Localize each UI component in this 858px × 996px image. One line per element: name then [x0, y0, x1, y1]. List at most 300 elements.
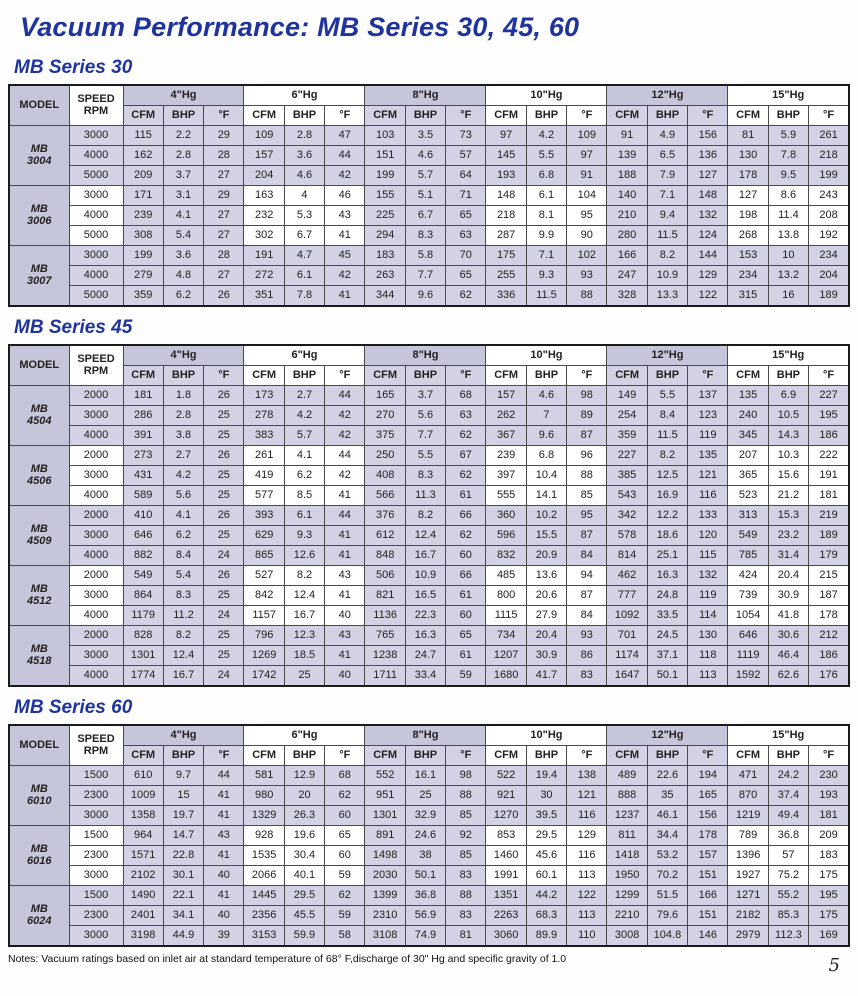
model-name-cell: [9, 626, 69, 687]
data-cell: 3.6: [163, 246, 203, 266]
data-cell: 848: [365, 546, 405, 566]
data-cell: 864: [123, 586, 163, 606]
sub-column-header: BHP: [405, 366, 445, 386]
data-cell: 119: [688, 586, 728, 606]
data-cell: 272: [244, 266, 284, 286]
sub-column-header: BHP: [163, 366, 203, 386]
data-cell: 30.9: [768, 586, 808, 606]
data-cell: 3.1: [163, 186, 203, 206]
data-cell: 336: [486, 286, 526, 307]
data-cell: 6.9: [768, 386, 808, 406]
speed-cell: 4000: [69, 486, 123, 506]
data-cell: 3.6: [284, 146, 324, 166]
data-cell: 132: [688, 206, 728, 226]
data-cell: 207: [728, 446, 768, 466]
data-cell: 15: [163, 786, 203, 806]
data-cell: 62: [446, 526, 486, 546]
data-cell: 25: [204, 526, 244, 546]
data-cell: 40: [204, 866, 244, 886]
data-cell: 28: [204, 246, 244, 266]
data-cell: 88: [567, 466, 607, 486]
data-cell: 29.5: [526, 826, 566, 846]
data-cell: 1219: [728, 806, 768, 826]
data-cell: 2.8: [163, 406, 203, 426]
data-cell: 410: [123, 506, 163, 526]
data-cell: 980: [244, 786, 284, 806]
sub-column-header: CFM: [244, 106, 284, 126]
performance-table: [8, 724, 850, 947]
data-cell: 29: [204, 126, 244, 146]
data-cell: 192: [809, 226, 849, 246]
data-cell: 62: [446, 426, 486, 446]
data-cell: 12.6: [284, 546, 324, 566]
data-cell: 27: [204, 166, 244, 186]
speed-cell: 2000: [69, 626, 123, 646]
data-cell: 19.4: [526, 766, 566, 786]
data-cell: 9.3: [284, 526, 324, 546]
data-cell: 1092: [607, 606, 647, 626]
data-cell: 250: [365, 446, 405, 466]
data-cell: 42: [325, 266, 365, 286]
table-row: [9, 266, 849, 286]
sub-column-header: °F: [325, 106, 365, 126]
data-cell: 2182: [728, 906, 768, 926]
data-cell: 53.2: [647, 846, 687, 866]
data-cell: 10.4: [526, 466, 566, 486]
data-cell: 30.6: [768, 626, 808, 646]
data-cell: 11.5: [647, 226, 687, 246]
table-row: [9, 566, 849, 586]
data-cell: 5.5: [405, 446, 445, 466]
speed-cell: 3000: [69, 466, 123, 486]
speed-cell: 4000: [69, 206, 123, 226]
data-cell: 1358: [123, 806, 163, 826]
data-cell: 145: [486, 146, 526, 166]
data-cell: 208: [809, 206, 849, 226]
data-cell: 25: [405, 786, 445, 806]
data-cell: 45.6: [526, 846, 566, 866]
data-cell: 286: [123, 406, 163, 426]
data-cell: 263: [365, 266, 405, 286]
data-cell: 83: [446, 866, 486, 886]
data-cell: 8.4: [163, 546, 203, 566]
data-cell: 701: [607, 626, 647, 646]
model-column-header: MODEL: [9, 725, 69, 766]
data-cell: 135: [728, 386, 768, 406]
table-row: [9, 926, 849, 947]
data-cell: 41.7: [526, 666, 566, 687]
data-cell: 1009: [123, 786, 163, 806]
data-cell: 365: [728, 466, 768, 486]
data-cell: 151: [688, 866, 728, 886]
data-cell: 62: [446, 286, 486, 307]
data-cell: 6.1: [526, 186, 566, 206]
data-cell: 578: [607, 526, 647, 546]
data-cell: 22.6: [647, 766, 687, 786]
data-cell: 2.2: [163, 126, 203, 146]
data-cell: 8.2: [647, 246, 687, 266]
data-cell: 408: [365, 466, 405, 486]
speed-column-header: [69, 85, 123, 126]
data-cell: 8.6: [768, 186, 808, 206]
data-cell: 102: [567, 246, 607, 266]
pressure-group-header: 4"Hg: [123, 345, 244, 366]
model-name-line1: MB: [30, 402, 48, 415]
speed-cell: 3000: [69, 526, 123, 546]
data-cell: 7.1: [647, 186, 687, 206]
data-cell: 921: [486, 786, 526, 806]
speed-cell: 1500: [69, 886, 123, 906]
speed-header-line1: SPEED: [77, 732, 115, 745]
model-name-line1: MB: [30, 782, 48, 795]
data-cell: 89: [567, 406, 607, 426]
sub-column-header: °F: [688, 106, 728, 126]
data-cell: 151: [688, 906, 728, 926]
data-cell: 140: [607, 186, 647, 206]
data-cell: 15.6: [768, 466, 808, 486]
data-cell: 5.4: [163, 226, 203, 246]
data-cell: 40: [204, 906, 244, 926]
speed-cell: 3000: [69, 126, 123, 146]
table-row: [9, 226, 849, 246]
data-cell: 397: [486, 466, 526, 486]
data-cell: 121: [688, 466, 728, 486]
data-cell: 1950: [607, 866, 647, 886]
sub-column-header: °F: [567, 106, 607, 126]
speed-cell: 4000: [69, 546, 123, 566]
data-cell: 359: [607, 426, 647, 446]
model-name-line1: MB: [30, 262, 48, 275]
data-cell: 20.9: [526, 546, 566, 566]
data-cell: 33.4: [405, 666, 445, 687]
data-cell: 344: [365, 286, 405, 307]
data-cell: 30.9: [526, 646, 566, 666]
data-cell: 144: [688, 246, 728, 266]
model-name-line2: 6016: [27, 854, 52, 867]
table-row: [9, 666, 849, 687]
pressure-group-header: 8"Hg: [365, 725, 486, 746]
data-cell: 5.3: [284, 206, 324, 226]
data-cell: 114: [688, 606, 728, 626]
data-cell: 2210: [607, 906, 647, 926]
data-cell: 7.7: [405, 266, 445, 286]
sub-column-header: BHP: [526, 106, 566, 126]
table-row: [9, 506, 849, 526]
data-cell: 210: [607, 206, 647, 226]
model-name-line1: MB: [30, 902, 48, 915]
data-cell: 424: [728, 566, 768, 586]
data-cell: 98: [567, 386, 607, 406]
data-cell: 138: [567, 766, 607, 786]
data-cell: 146: [688, 926, 728, 947]
sub-column-header: CFM: [486, 746, 526, 766]
data-cell: 234: [809, 246, 849, 266]
data-cell: 16.3: [405, 626, 445, 646]
data-cell: 1490: [123, 886, 163, 906]
data-cell: 7.8: [768, 146, 808, 166]
data-cell: 5.8: [405, 246, 445, 266]
data-cell: 1711: [365, 666, 405, 687]
sub-column-header: BHP: [526, 366, 566, 386]
data-cell: 41.8: [768, 606, 808, 626]
sub-column-header: BHP: [526, 746, 566, 766]
data-cell: 8.5: [284, 486, 324, 506]
data-cell: 1647: [607, 666, 647, 687]
pressure-group-header: 8"Hg: [365, 85, 486, 106]
data-cell: 89.9: [526, 926, 566, 947]
model-name-line1: MB: [30, 642, 48, 655]
data-cell: 179: [809, 546, 849, 566]
data-cell: 1399: [365, 886, 405, 906]
data-cell: 94: [567, 566, 607, 586]
data-cell: 7: [526, 406, 566, 426]
model-name-cell: [9, 506, 69, 566]
data-cell: 157: [244, 146, 284, 166]
data-cell: 151: [365, 146, 405, 166]
sub-column-header: BHP: [647, 366, 687, 386]
data-cell: 1119: [728, 646, 768, 666]
data-cell: 1237: [607, 806, 647, 826]
data-cell: 489: [607, 766, 647, 786]
data-cell: 385: [607, 466, 647, 486]
data-cell: 148: [486, 186, 526, 206]
data-cell: 12.5: [647, 466, 687, 486]
data-cell: 2310: [365, 906, 405, 926]
data-cell: 41: [204, 786, 244, 806]
data-cell: 41: [325, 586, 365, 606]
speed-cell: 1500: [69, 766, 123, 786]
pressure-group-header: 6"Hg: [244, 345, 365, 366]
data-cell: 5.5: [526, 146, 566, 166]
data-cell: 581: [244, 766, 284, 786]
speed-cell: 3000: [69, 866, 123, 886]
data-cell: 59.9: [284, 926, 324, 947]
data-cell: 9.6: [526, 426, 566, 446]
data-cell: 2102: [123, 866, 163, 886]
data-cell: 243: [809, 186, 849, 206]
model-name-cell: [9, 566, 69, 626]
data-cell: 157: [486, 386, 526, 406]
pressure-group-header: 8"Hg: [365, 345, 486, 366]
data-cell: 431: [123, 466, 163, 486]
data-cell: 8.2: [647, 446, 687, 466]
speed-cell: 4000: [69, 266, 123, 286]
data-cell: 65: [446, 626, 486, 646]
data-cell: 137: [688, 386, 728, 406]
performance-table: [8, 84, 850, 307]
data-cell: 35: [647, 786, 687, 806]
data-cell: 552: [365, 766, 405, 786]
data-cell: 1396: [728, 846, 768, 866]
data-cell: 471: [728, 766, 768, 786]
data-cell: 255: [486, 266, 526, 286]
data-cell: 194: [688, 766, 728, 786]
data-cell: 1774: [123, 666, 163, 687]
sub-column-header: °F: [204, 366, 244, 386]
data-cell: 4.6: [526, 386, 566, 406]
footnote: Notes: Vacuum ratings based on inlet air at standard temperature of 68° F,discharge of 30" Hg and specific gravity of 1.0: [8, 953, 567, 965]
data-cell: 175: [809, 906, 849, 926]
data-cell: 215: [809, 566, 849, 586]
speed-column-header: [69, 345, 123, 386]
table-row: [9, 206, 849, 226]
data-cell: 26: [204, 386, 244, 406]
data-cell: 9.6: [405, 286, 445, 307]
data-cell: 8.2: [405, 506, 445, 526]
data-cell: 16.5: [405, 586, 445, 606]
data-cell: 232: [244, 206, 284, 226]
sub-column-header: BHP: [405, 746, 445, 766]
data-cell: 6.8: [526, 446, 566, 466]
data-cell: 485: [486, 566, 526, 586]
data-cell: 41: [325, 486, 365, 506]
data-cell: 66: [446, 566, 486, 586]
data-cell: 36.8: [768, 826, 808, 846]
data-cell: 796: [244, 626, 284, 646]
data-cell: 56.9: [405, 906, 445, 926]
data-cell: 832: [486, 546, 526, 566]
speed-cell: 1500: [69, 826, 123, 846]
data-cell: 506: [365, 566, 405, 586]
data-cell: 163: [244, 186, 284, 206]
data-cell: 6.8: [526, 166, 566, 186]
pressure-group-header: 12"Hg: [607, 345, 728, 366]
data-cell: 62: [446, 466, 486, 486]
table-row: [9, 286, 849, 307]
model-name-cell: [9, 186, 69, 246]
data-cell: 4.2: [526, 126, 566, 146]
data-cell: 589: [123, 486, 163, 506]
data-cell: 41: [325, 546, 365, 566]
speed-cell: 4000: [69, 606, 123, 626]
data-cell: 527: [244, 566, 284, 586]
data-cell: 2.8: [163, 146, 203, 166]
page-title: Vacuum Performance: MB Series 30, 45, 60: [20, 12, 580, 42]
data-cell: 5.6: [405, 406, 445, 426]
table-row: [9, 866, 849, 886]
data-cell: 16.3: [647, 566, 687, 586]
pressure-group-header: 4"Hg: [123, 85, 244, 106]
header-row-subcolumns: [9, 746, 849, 766]
sub-column-header: CFM: [244, 746, 284, 766]
data-cell: 9.3: [526, 266, 566, 286]
data-cell: 25.1: [647, 546, 687, 566]
table-row: [9, 906, 849, 926]
data-cell: 73: [446, 126, 486, 146]
data-cell: 13.2: [768, 266, 808, 286]
data-cell: 13.6: [526, 566, 566, 586]
data-cell: 230: [809, 766, 849, 786]
data-cell: 523: [728, 486, 768, 506]
data-cell: 315: [728, 286, 768, 307]
data-cell: 4.6: [284, 166, 324, 186]
data-cell: 8.3: [405, 226, 445, 246]
data-cell: 66: [446, 506, 486, 526]
data-cell: 13.3: [647, 286, 687, 307]
sub-column-header: CFM: [123, 746, 163, 766]
data-cell: 888: [607, 786, 647, 806]
data-cell: 189: [809, 526, 849, 546]
data-cell: 88: [567, 286, 607, 307]
header-row-subcolumns: [9, 366, 849, 386]
data-cell: 84: [567, 546, 607, 566]
data-cell: 169: [809, 926, 849, 947]
speed-cell: 3000: [69, 186, 123, 206]
data-cell: 646: [728, 626, 768, 646]
data-cell: 1301: [365, 806, 405, 826]
data-cell: 25: [204, 426, 244, 446]
table-row: [9, 826, 849, 846]
data-cell: 75.2: [768, 866, 808, 886]
data-cell: 41: [325, 526, 365, 546]
data-cell: 43: [204, 826, 244, 846]
data-cell: 26.3: [284, 806, 324, 826]
data-cell: 13.8: [768, 226, 808, 246]
table-row: [9, 886, 849, 906]
data-cell: 1680: [486, 666, 526, 687]
data-cell: 10.2: [526, 506, 566, 526]
data-cell: 25: [284, 666, 324, 687]
data-cell: 777: [607, 586, 647, 606]
data-cell: 188: [607, 166, 647, 186]
data-cell: 5.6: [163, 486, 203, 506]
data-cell: 30.4: [284, 846, 324, 866]
data-cell: 173: [244, 386, 284, 406]
data-cell: 46.1: [647, 806, 687, 826]
data-cell: 60.1: [526, 866, 566, 886]
data-cell: 119: [688, 426, 728, 446]
sub-column-header: BHP: [163, 746, 203, 766]
data-cell: 127: [728, 186, 768, 206]
speed-column-header: [69, 725, 123, 766]
speed-cell: 3000: [69, 246, 123, 266]
data-cell: 59: [325, 866, 365, 886]
data-cell: 9.7: [163, 766, 203, 786]
data-cell: 121: [567, 786, 607, 806]
data-cell: 7.1: [526, 246, 566, 266]
data-cell: 156: [688, 126, 728, 146]
data-cell: 193: [809, 786, 849, 806]
data-cell: 93: [567, 266, 607, 286]
data-cell: 261: [244, 446, 284, 466]
data-cell: 124: [688, 226, 728, 246]
data-cell: 6.2: [284, 466, 324, 486]
speed-header-line2: RPM: [83, 364, 109, 377]
header-row-groups: [9, 345, 849, 366]
sub-column-header: CFM: [365, 366, 405, 386]
data-cell: 122: [567, 886, 607, 906]
data-cell: 87: [567, 586, 607, 606]
data-cell: 49.4: [768, 806, 808, 826]
data-cell: 25: [204, 486, 244, 506]
data-cell: 6.7: [284, 226, 324, 246]
sub-column-header: °F: [325, 366, 365, 386]
data-cell: 5.9: [768, 126, 808, 146]
data-cell: 79.6: [647, 906, 687, 926]
table-row: [9, 446, 849, 466]
data-cell: 4.1: [163, 506, 203, 526]
data-cell: 166: [607, 246, 647, 266]
data-cell: 964: [123, 826, 163, 846]
data-cell: 4.6: [405, 146, 445, 166]
pressure-group-header: 4"Hg: [123, 725, 244, 746]
model-name-line1: MB: [30, 142, 48, 155]
data-cell: 132: [688, 566, 728, 586]
data-cell: 308: [123, 226, 163, 246]
sub-column-header: CFM: [365, 746, 405, 766]
data-cell: 1054: [728, 606, 768, 626]
data-cell: 4.1: [163, 206, 203, 226]
